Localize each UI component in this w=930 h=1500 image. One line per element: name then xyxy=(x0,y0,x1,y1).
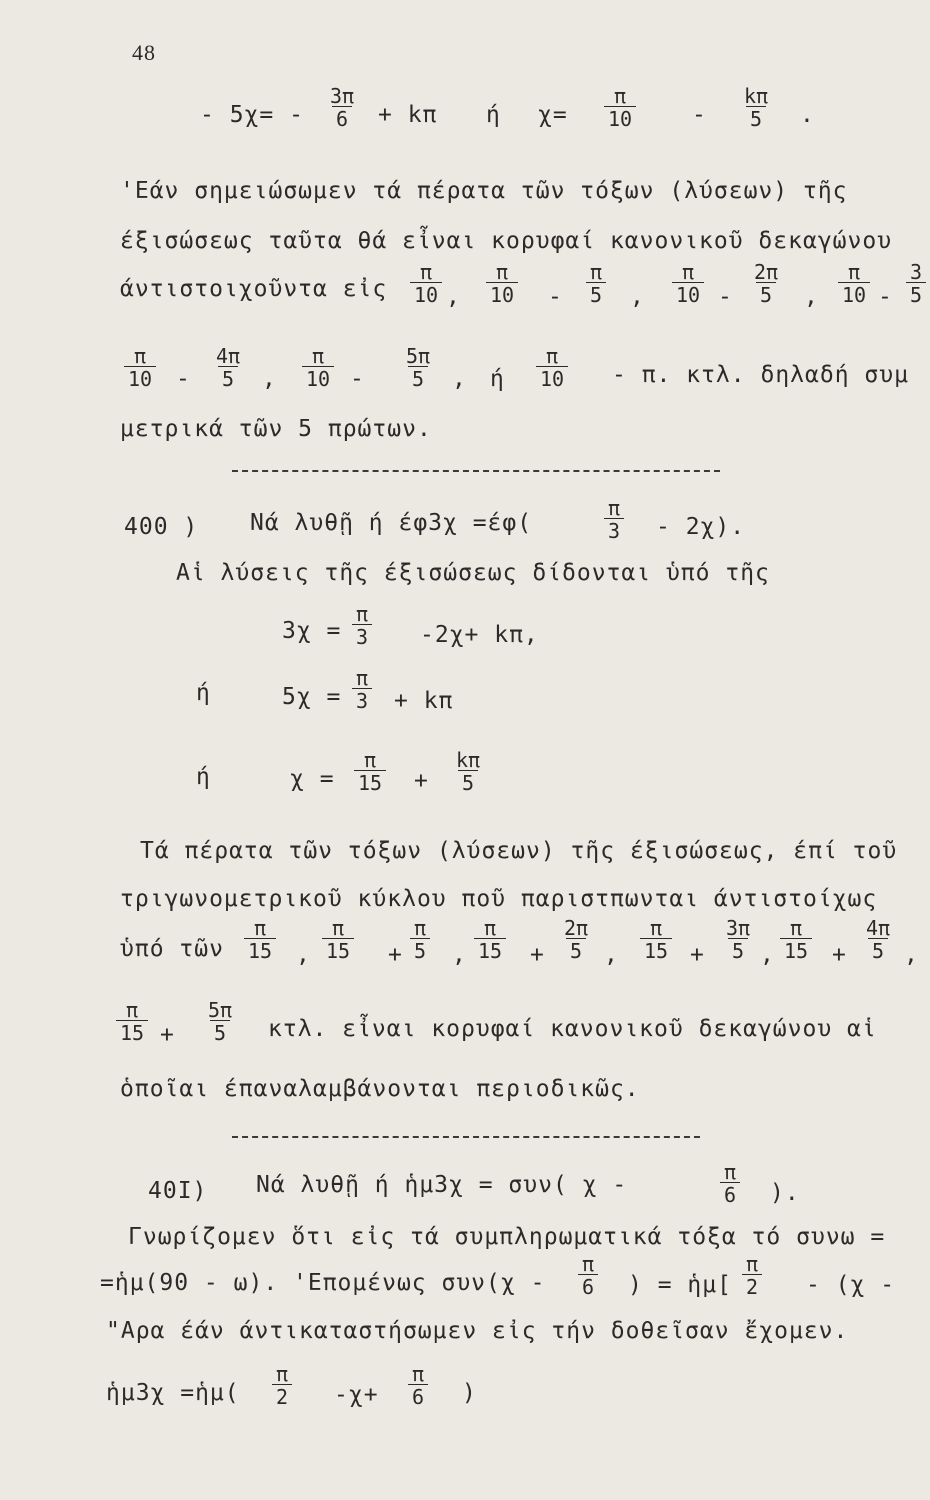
numerator: π xyxy=(484,916,497,940)
separator: + xyxy=(160,1022,175,1048)
fraction xyxy=(720,1162,740,1205)
equation-text: -2χ+ kπ, xyxy=(420,622,539,648)
fraction xyxy=(906,262,926,305)
numerator: π xyxy=(496,260,509,284)
numerator: π xyxy=(590,260,603,284)
separator: - xyxy=(718,284,733,310)
denominator: 10 xyxy=(536,366,568,389)
paragraph-line: μετρικά τῶν 5 πρώτων. xyxy=(120,416,432,442)
denominator: 10 xyxy=(672,282,704,305)
fraction xyxy=(116,1000,148,1043)
equation-text: + kπ xyxy=(378,102,438,128)
denominator: 6 xyxy=(332,106,352,129)
numerator: π xyxy=(412,1362,425,1386)
denominator: 6 xyxy=(408,1384,428,1407)
fraction xyxy=(722,918,754,961)
paragraph-line: τριγωνομετρικοῦ κύκλου ποῦ παριστπωνται άντιστοίχως xyxy=(120,886,878,912)
numerator: π xyxy=(276,1362,289,1386)
numerator: 3π xyxy=(726,916,751,940)
paragraph-line: Γνωρίζομεν ὅτι εἰς τά συμπληρωματικά τόξα τό συνω = xyxy=(128,1224,886,1250)
numerator: π xyxy=(254,916,267,940)
denominator: 10 xyxy=(486,282,518,305)
separator: , xyxy=(296,942,311,968)
separator: , xyxy=(446,284,461,310)
denominator: 5 xyxy=(868,938,888,961)
separator-rule xyxy=(232,1136,700,1138)
numerator: 4π xyxy=(866,916,891,940)
denominator: 5 xyxy=(746,106,766,129)
equation-text: 3χ = xyxy=(282,618,342,644)
fraction xyxy=(408,1364,428,1407)
fraction xyxy=(604,498,624,541)
numerator: π xyxy=(724,1160,737,1184)
denominator: 15 xyxy=(354,770,386,793)
denominator: 5 xyxy=(410,938,430,961)
denominator: 6 xyxy=(578,1274,598,1297)
separator: , xyxy=(452,366,467,392)
numerator: π xyxy=(608,496,621,520)
equation-text: ή xyxy=(196,680,211,706)
equation-text: + xyxy=(414,768,429,794)
numerator: π xyxy=(614,84,627,108)
denominator: 2 xyxy=(272,1384,292,1407)
fraction xyxy=(244,918,276,961)
separator-rule xyxy=(232,470,720,472)
fraction xyxy=(862,918,894,961)
paragraph-line: άντιστοιχοῦντα εἰς xyxy=(120,276,388,302)
equation-text: -χ+ xyxy=(334,1382,379,1408)
fraction xyxy=(410,262,442,305)
denominator: 5 xyxy=(210,1020,230,1043)
separator: , xyxy=(904,942,919,968)
numerator: π xyxy=(134,344,147,368)
denominator: 15 xyxy=(474,938,506,961)
fraction xyxy=(352,668,372,711)
separator: , xyxy=(630,284,645,310)
denominator: 3 xyxy=(352,688,372,711)
fraction xyxy=(452,750,484,793)
numerator: π xyxy=(582,1252,595,1276)
denominator: 5 xyxy=(906,282,926,305)
equation-text: ἡμ3χ =ἡμ( xyxy=(106,1380,240,1406)
fraction xyxy=(780,918,812,961)
fraction xyxy=(322,918,354,961)
paragraph-line: Αἱ λύσεις τῆς έξισώσεως δίδονται ὑπό τῆς xyxy=(176,560,770,586)
numerator: π xyxy=(332,916,345,940)
denominator: 3 xyxy=(352,624,372,647)
fraction xyxy=(354,750,386,793)
paragraph-line: - π. κτλ. δηλαδή συμ xyxy=(612,362,909,388)
denominator: 10 xyxy=(838,282,870,305)
numerator: 2π xyxy=(564,916,589,940)
numerator: π xyxy=(364,748,377,772)
numerator: 2π xyxy=(754,260,779,284)
paragraph-line: Τά πέρατα τῶν τόξων (λύσεων) τῆς έξισώσεως, έπί τοῦ xyxy=(140,838,898,864)
paragraph-line: - (χ - xyxy=(806,1272,896,1298)
denominator: 5 xyxy=(458,770,478,793)
problem-number: 400 ) xyxy=(124,514,199,540)
problem-number: 40I) xyxy=(148,1178,208,1204)
separator: , xyxy=(604,942,619,968)
separator: , xyxy=(760,942,775,968)
fraction xyxy=(212,346,244,389)
denominator: 15 xyxy=(244,938,276,961)
separator: - xyxy=(548,284,563,310)
numerator: 3 xyxy=(910,260,923,284)
equation-text: χ= xyxy=(538,102,568,128)
numerator: 5π xyxy=(406,344,431,368)
problem-statement: - 2χ). xyxy=(656,514,746,540)
numerator: π xyxy=(356,602,369,626)
separator: ή xyxy=(490,366,505,392)
paragraph-line: ὑπό τῶν xyxy=(120,936,224,962)
denominator: 6 xyxy=(720,1182,740,1205)
denominator: 10 xyxy=(604,106,636,129)
separator: , xyxy=(262,366,277,392)
fraction xyxy=(742,1254,762,1297)
fraction xyxy=(560,918,592,961)
numerator: 4π xyxy=(216,344,241,368)
equation-text: 5χ = xyxy=(282,684,342,710)
numerator: kπ xyxy=(744,84,769,108)
numerator: π xyxy=(848,260,861,284)
fraction xyxy=(740,86,772,129)
paragraph-line: κτλ. εἶναι κορυφαί κανονικοῦ δεκαγώνου αἱ xyxy=(268,1016,877,1042)
numerator: π xyxy=(420,260,433,284)
denominator: 5 xyxy=(756,282,776,305)
separator: + xyxy=(388,942,403,968)
paragraph-line: ) = ἡμ[ xyxy=(628,1272,732,1298)
denominator: 15 xyxy=(116,1020,148,1043)
fraction xyxy=(640,918,672,961)
problem-statement: Νά λυθῇ ή έφ3χ =έφ( xyxy=(250,510,533,536)
numerator: π xyxy=(356,666,369,690)
numerator: π xyxy=(312,344,325,368)
separator: - xyxy=(350,366,365,392)
fraction xyxy=(578,1254,598,1297)
fraction xyxy=(272,1364,292,1407)
equation-text: ) xyxy=(462,1380,477,1406)
equation-text: - 5χ= - xyxy=(200,102,304,128)
separator: + xyxy=(832,942,847,968)
denominator: 5 xyxy=(408,366,428,389)
fraction xyxy=(204,1000,236,1043)
denominator: 5 xyxy=(586,282,606,305)
denominator: 10 xyxy=(302,366,334,389)
numerator: π xyxy=(746,1252,759,1276)
separator: , xyxy=(452,942,467,968)
paragraph-line: =ἡμ(90 - ω). 'Επομένως συν(χ - xyxy=(100,1270,546,1296)
equation-text: . xyxy=(800,102,815,128)
paragraph-line: "Αρα έάν άντικαταστήσωμεν εἰς τήν δοθεῖσαν ἔχομεν. xyxy=(106,1318,849,1344)
fraction xyxy=(486,262,518,305)
fraction xyxy=(352,604,372,647)
numerator: π xyxy=(414,916,427,940)
numerator: 5π xyxy=(208,998,233,1022)
problem-statement: Νά λυθῇ ή ἡμ3χ = συν( χ - xyxy=(256,1172,628,1198)
separator: + xyxy=(690,942,705,968)
separator: , xyxy=(804,284,819,310)
fraction xyxy=(536,346,568,389)
paragraph-line: ὁποῖαι έπαναλαμβάνονται περιοδικῶς. xyxy=(120,1076,640,1102)
numerator: π xyxy=(790,916,803,940)
numerator: π xyxy=(682,260,695,284)
equation-text: ή xyxy=(486,102,501,128)
equation-text: ή xyxy=(196,764,211,790)
fraction xyxy=(604,86,636,129)
denominator: 3 xyxy=(604,518,624,541)
denominator: 10 xyxy=(124,366,156,389)
fraction xyxy=(586,262,606,305)
equation-text: χ = xyxy=(290,766,335,792)
numerator: π xyxy=(546,344,559,368)
denominator: 5 xyxy=(566,938,586,961)
separator: - xyxy=(878,284,893,310)
fraction xyxy=(750,262,782,305)
numerator: π xyxy=(650,916,663,940)
denominator: 5 xyxy=(728,938,748,961)
paragraph-line: έξισώσεως ταῦτα θά εἶναι κορυφαί κανονικοῦ δεκαγώνου xyxy=(120,228,893,254)
fraction xyxy=(474,918,506,961)
numerator: kπ xyxy=(456,748,481,772)
fraction xyxy=(410,918,430,961)
numerator: 3π xyxy=(330,84,355,108)
page-number: 48 xyxy=(132,40,156,65)
fraction xyxy=(402,346,434,389)
fraction xyxy=(302,346,334,389)
fraction xyxy=(326,86,358,129)
denominator: 5 xyxy=(218,366,238,389)
fraction xyxy=(672,262,704,305)
denominator: 15 xyxy=(780,938,812,961)
denominator: 10 xyxy=(410,282,442,305)
denominator: 2 xyxy=(742,1274,762,1297)
separator: + xyxy=(530,942,545,968)
numerator: π xyxy=(126,998,139,1022)
separator: - xyxy=(176,366,191,392)
equation-text: - xyxy=(692,102,707,128)
denominator: 15 xyxy=(640,938,672,961)
fraction xyxy=(124,346,156,389)
equation-text: + kπ xyxy=(394,688,454,714)
fraction xyxy=(838,262,870,305)
problem-statement: ). xyxy=(770,1180,800,1206)
paragraph-line: 'Εάν σημειώσωμεν τά πέρατα τῶν τόξων (λύσεων) τῆς xyxy=(120,178,848,204)
denominator: 15 xyxy=(322,938,354,961)
